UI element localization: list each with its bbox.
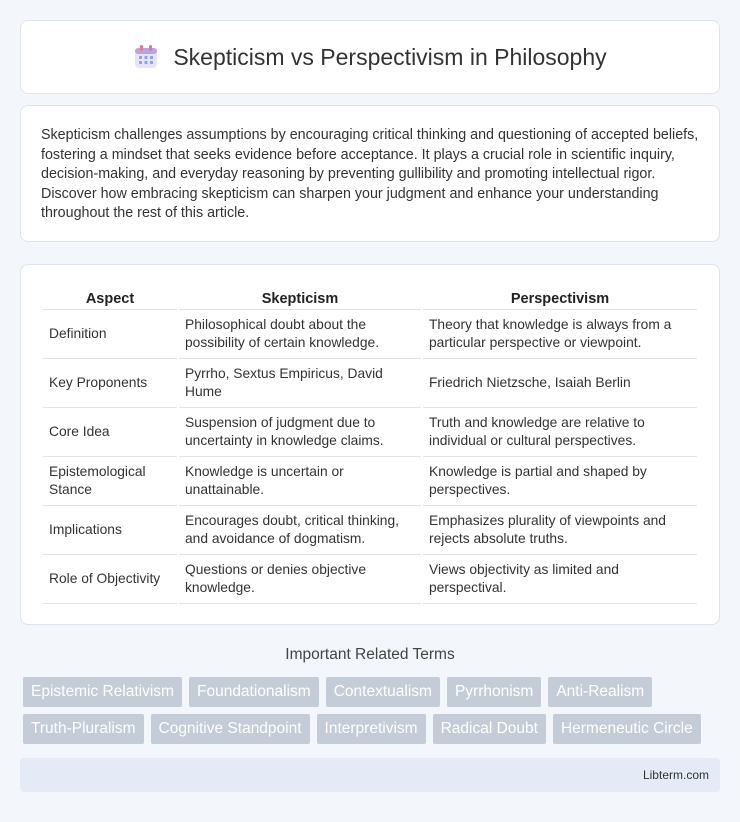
- row-skepticism: Suspension of judgment due to uncertainty in knowledge claims.: [178, 407, 422, 456]
- page-title: Skepticism vs Perspectivism in Philosophy: [173, 43, 607, 70]
- comparison-card: [20, 264, 720, 625]
- footer-site-link[interactable]: Libterm.com: [642, 768, 709, 782]
- row-aspect: Key Proponents: [43, 358, 178, 407]
- related-term-tag[interactable]: Contextualism: [326, 677, 440, 707]
- related-term-tag[interactable]: Epistemic Relativism: [23, 677, 182, 707]
- table-row: [43, 309, 697, 358]
- row-skepticism: Encourages doubt, critical thinking, and avoidance of dogmatism.: [178, 505, 422, 554]
- row-perspectivism: Views objectivity as limited and perspectival.: [422, 554, 697, 603]
- table-header-row: [43, 285, 697, 309]
- row-aspect: Role of Objectivity: [43, 554, 178, 603]
- row-aspect: Core Idea: [43, 407, 178, 456]
- header-skepticism: Skepticism: [178, 285, 422, 309]
- row-perspectivism: Truth and knowledge are relative to individual or cultural perspectives.: [422, 407, 697, 456]
- table-row: [43, 505, 697, 554]
- related-term-tag[interactable]: Anti-Realism: [548, 677, 652, 707]
- row-skepticism: Questions or denies objective knowledge.: [178, 554, 422, 603]
- header-aspect: Aspect: [43, 285, 178, 309]
- table-row: [43, 407, 697, 456]
- related-term-tag[interactable]: Hermeneutic Circle: [553, 714, 701, 744]
- table-row: [43, 456, 697, 505]
- intro-card: [20, 105, 720, 242]
- row-aspect: Epistemological Stance: [43, 456, 178, 505]
- footer: [20, 758, 720, 792]
- row-skepticism: Knowledge is uncertain or unattainable.: [178, 456, 422, 505]
- related-term-tag[interactable]: Truth-Pluralism: [23, 714, 144, 744]
- related-term-tag[interactable]: Radical Doubt: [433, 714, 546, 744]
- related-term-tag[interactable]: Pyrrhonism: [447, 677, 541, 707]
- calendar-icon: [133, 45, 159, 69]
- related-term-tag[interactable]: Foundationalism: [189, 677, 319, 707]
- row-perspectivism: Emphasizes plurality of viewpoints and rejects absolute truths.: [422, 505, 697, 554]
- related-term-tag[interactable]: Cognitive Standpoint: [151, 714, 310, 744]
- related-terms-title: Important Related Terms: [285, 646, 455, 663]
- related-term-tag[interactable]: Interpretivism: [317, 714, 426, 744]
- row-skepticism: Philosophical doubt about the possibility of certain knowledge.: [178, 309, 422, 358]
- row-perspectivism: Theory that knowledge is always from a particular perspective or viewpoint.: [422, 309, 697, 358]
- row-perspectivism: Knowledge is partial and shaped by perspectives.: [422, 456, 697, 505]
- table-row: [43, 358, 697, 407]
- comparison-table: [43, 285, 697, 604]
- row-perspectivism: Friedrich Nietzsche, Isaiah Berlin: [422, 358, 697, 407]
- intro-text: Skepticism challenges assumptions by encouraging critical thinking and questioning of accepted beliefs, fostering a mindset that seeks evidence before acceptance. It plays a crucial role in scientific inquiry, decision-making, and everyday reasoning by preventing gullibility and promoting intellectual rigor. Discover how embracing skepticism can sharpen your judgment and enhance your understanding throughout the rest of this article.: [41, 127, 699, 221]
- table-row: [43, 554, 697, 603]
- header-perspectivism: Perspectivism: [422, 285, 697, 309]
- row-aspect: Definition: [43, 309, 178, 358]
- title-card: [20, 20, 720, 94]
- row-skepticism: Pyrrho, Sextus Empiricus, David Hume: [178, 358, 422, 407]
- row-aspect: Implications: [43, 505, 178, 554]
- related-terms-list: [23, 677, 723, 744]
